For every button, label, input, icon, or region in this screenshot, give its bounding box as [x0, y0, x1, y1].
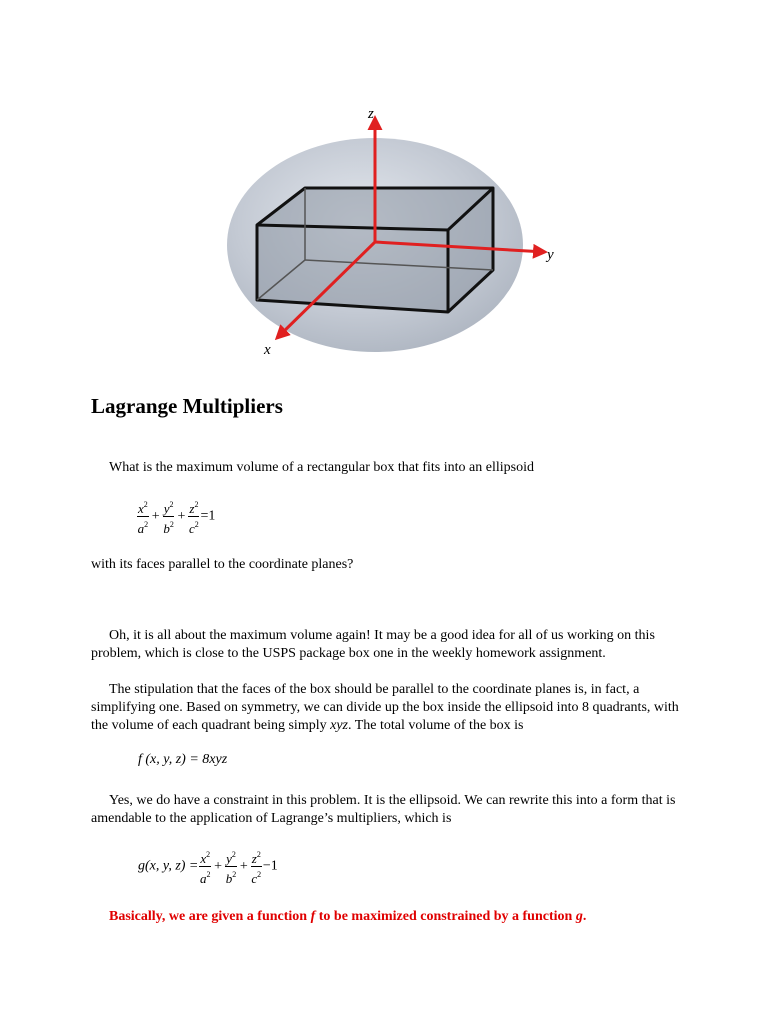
ellipsoid-box-figure — [215, 100, 555, 365]
x-axis-label: x — [264, 342, 271, 358]
paragraph-stipulation: The stipulation that the faces of the box should be parallel to the coordinate planes is, in fact, a simplifying one. Based on symmetry, we can divide up the box inside the ellipsoid into 8 quadrants, with the volume of each quadrant being simply xyz. The total volume of the box is — [91, 682, 679, 733]
volume-equation: f (x, y, z) = 8xyz — [138, 752, 228, 767]
paragraph-constraint: Yes, we do have a constraint in this problem. It is the ellipsoid. We can rewrite this into a form that is amendable to the application of Lagrange’s multipliers, which is — [91, 793, 676, 826]
page-title: Lagrange Multipliers — [91, 394, 283, 418]
question-text-continued: with its faces parallel to the coordinate planes? — [91, 557, 354, 572]
emphasis-statement: Basically, we are given a function f to be maximized constrained by a function g. — [109, 909, 587, 924]
z-axis-label: z — [368, 106, 374, 122]
paragraph-intro: Oh, it is all about the maximum volume again! It may be a good idea for all of us working on this problem, which is close to the USPS package box one in the weekly homework assignment. — [91, 628, 655, 661]
constraint-equation: g(x, y, z) = $\frac{x^2}{a^2}$ + $\frac{y^2}{b^2}$ + $\frac{z^2}{c^2}$ −1 — [138, 847, 278, 886]
y-axis-label: y — [547, 247, 554, 263]
ellipsoid-equation: $\frac{x^2}{a^2}$ + $\frac{y^2}{b^2}$ + $\frac{z^2}{c^2}$ =1 — [136, 497, 215, 536]
question-text: What is the maximum volume of a rectangular box that fits into an ellipsoid — [109, 460, 534, 475]
